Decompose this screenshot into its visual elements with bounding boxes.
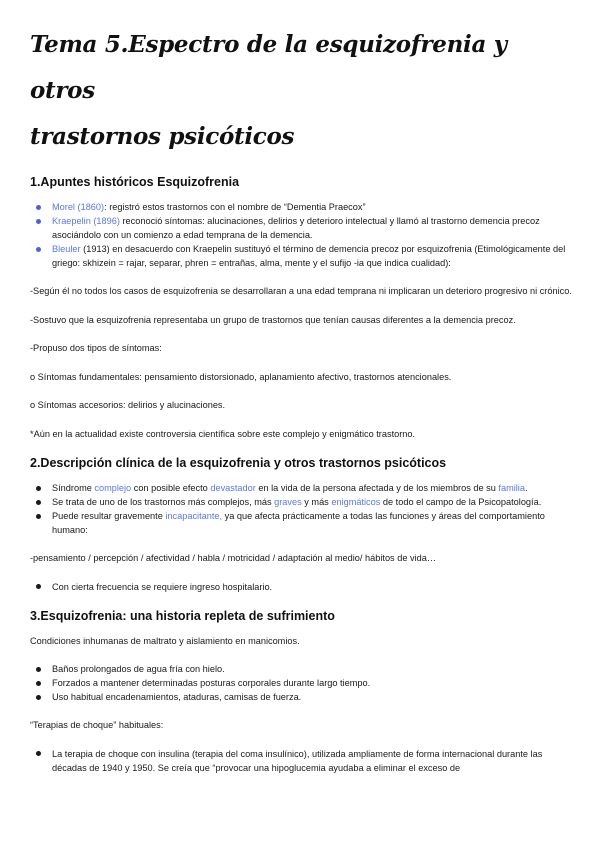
list-item: Forzados a mantener determinadas posturas corporales durante largo tiempo. — [52, 676, 575, 690]
list-item — [52, 509, 575, 537]
highlight: Kraepelin (1896) — [52, 216, 120, 226]
list-item — [52, 214, 575, 242]
paragraph: -pensamiento / percepción / afectividad / habla / motricidad / adaptación al medio/ hábitos de vida… — [30, 553, 437, 563]
text-span: ya que afecta prácticamente a todas las funciones y áreas del comportamiento humano: — [52, 511, 545, 535]
paragraph: -Según él no todos los casos de esquizofrenia se desarrollaran a una edad temprana ni implicaran un deterioro progresivo ni crónico. — [30, 286, 572, 296]
section-3-list — [30, 662, 575, 704]
text-span: Puede resultar gravemente — [52, 511, 166, 521]
list-item: Uso habitual encadenamientos, ataduras, camisas de fuerza. — [52, 690, 575, 704]
list-item — [52, 481, 575, 495]
list-item-text: : registró estos trastornos con el nombre de “Dementia Praecox” — [104, 202, 366, 212]
section-2-list-2 — [30, 580, 575, 594]
text-span: de todo el campo de la Psicopatología. — [380, 497, 542, 507]
paragraph: *Aún en la actualidad existe controversia científica sobre este complejo y enigmático trastorno. — [30, 428, 416, 439]
highlight: Morel (1860) — [52, 202, 105, 212]
highlight: enigmáticos — [331, 497, 381, 507]
section-1-list — [30, 200, 575, 270]
list-item — [52, 200, 575, 214]
page-title — [30, 22, 575, 160]
paragraph: -Sostuvo que la esquizofrenia representaba un grupo de trastornos que tenían causas diferentes a la demencia precoz. — [30, 314, 516, 325]
section-2-list — [30, 481, 575, 537]
highlight: complejo — [94, 483, 132, 493]
title-line-2: trastornos psicóticos — [30, 123, 295, 150]
paragraph: “Terapias de choque” habituales: — [30, 720, 164, 730]
list-item-text: reconoció síntomas: alucinaciones, delirios y deterioro intelectual y llamó al trastorno demencia precoz asociándolo con un comienzo a edad temprana de la demencia. — [52, 216, 540, 240]
paragraph: -Propuso dos tipos de síntomas: — [30, 343, 162, 353]
text-span: con posible efecto — [131, 483, 211, 493]
paragraph: o Síntomas accesorios: delirios y alucinaciones. — [30, 400, 226, 410]
list-item: Con cierta frecuencia se requiere ingreso hospitalario. — [52, 580, 575, 594]
highlight: familia — [498, 483, 525, 493]
list-item — [52, 242, 575, 270]
list-item: La terapia de choque con insulina (terapia del coma insulínico), utilizada ampliamente de forma internacional durante las décadas de 1940 y 1950. Se creía que “provocar una hipoglucemia ayudaba a eliminar el exceso de — [52, 747, 575, 775]
section-3-heading: 3.Esquizofrenia: una historia repleta de sufrimiento — [30, 608, 335, 623]
list-item — [52, 495, 575, 509]
highlight: graves — [274, 497, 302, 507]
paragraph: o Síntomas fundamentales: pensamiento distorsionado, aplanamiento afectivo, trastornos atencionales. — [30, 371, 452, 382]
section-3-list-2 — [30, 747, 575, 775]
title-line-1: Tema 5.Espectro de la esquizofrenia y otros — [30, 31, 507, 104]
text-span: y más — [301, 497, 332, 507]
text-span: Se trata de uno de los trastornos más complejos, más — [52, 497, 275, 507]
list-item: Baños prolongados de agua fría con hielo. — [52, 662, 575, 676]
document-page — [30, 22, 575, 789]
list-item-text: (1913) en desacuerdo con Kraepelin sustituyó el término de demencia precoz por esquizofrenia (Etimológicamente del griego: skhizein = rajar, separar, phren = entrañas, alma, mente y el sufijo -ia que indica cualidad): — [52, 244, 566, 268]
paragraph: Condiciones inhumanas de maltrato y aislamiento en manicomios. — [30, 635, 300, 646]
highlight: devastador — [210, 483, 256, 493]
section-1-heading: 1.Apuntes históricos Esquizofrenia — [30, 175, 240, 189]
text-span: en la vida de la persona afectada y de los miembros de su — [255, 483, 499, 493]
section-2-heading: 2.Descripción clínica de la esquizofrenia y otros trastornos psicóticos — [30, 456, 447, 470]
text-span: . — [524, 483, 528, 493]
highlight: Bleuler — [52, 244, 81, 254]
text-span: Síndrome — [52, 483, 95, 493]
highlight: incapacitante, — [165, 511, 223, 521]
